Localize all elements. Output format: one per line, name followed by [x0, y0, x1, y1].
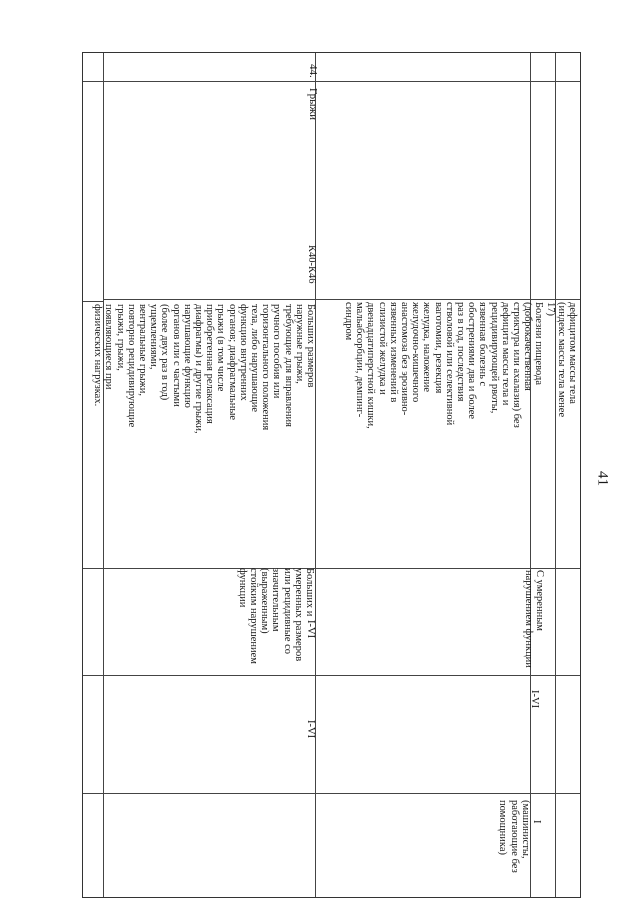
column-border: [103, 53, 104, 897]
row-44-groups: I-VI: [305, 620, 316, 639]
text-line: появляющиеся при: [103, 304, 115, 390]
text-line: двенадцатиперстной кишки,: [365, 302, 377, 429]
text-line: повторно рецидивирующие: [125, 304, 137, 428]
text-line: или рецидивные со: [281, 568, 293, 655]
text-line: желудочно-кишечного: [410, 302, 422, 403]
text-line: язвенных изменений в: [387, 302, 399, 403]
column-border: [555, 53, 556, 897]
prev-row-groups: I-VI: [529, 690, 540, 709]
regulation-table: [82, 52, 581, 898]
disease-name: Грыжи: [307, 88, 319, 121]
text-line: слизистой желудка и: [376, 302, 388, 395]
page-number: 41: [594, 471, 611, 486]
text-line: (доброкачественная: [522, 302, 534, 391]
text-line: дефицитом массы тела: [567, 302, 578, 404]
text-line: Больших размеров: [305, 304, 316, 388]
text-line: помощника): [497, 800, 509, 855]
text-line: приобретенная релаксация: [204, 304, 216, 424]
text-line: значительным: [270, 568, 282, 632]
text-line: стволовой или селективной: [443, 302, 455, 426]
row-44-description: [92, 304, 316, 434]
row-border: [103, 299, 580, 300]
text-line: (более двух раз в год): [159, 304, 171, 401]
text-line: дефицита массы тела и: [499, 302, 511, 406]
prev-row-limitation: [497, 800, 542, 873]
text-line: ручного пособия или: [271, 304, 283, 399]
text-line: обострениями два и более: [466, 302, 478, 420]
text-line: диафрагмы) и другие грыжи,: [192, 304, 204, 434]
row-44-limitation: I-VI: [305, 720, 316, 739]
prev-row-function-status: [523, 570, 545, 668]
text-line: С умеренным: [534, 570, 545, 631]
text-line: вентральные грыжи,: [136, 304, 148, 396]
text-line: (выраженным): [259, 568, 271, 634]
text-line: I: [531, 820, 542, 824]
text-line: рецидивирующей рвоты,: [488, 302, 500, 414]
text-line: физических нагрузках.: [92, 304, 104, 407]
row-44-function-status: [237, 568, 315, 664]
text-line: органов; диафрагмальные: [226, 304, 238, 421]
text-line: Болезни пищевода: [533, 302, 545, 386]
icd-code: К40-К46: [306, 245, 317, 284]
row-border: [83, 81, 580, 82]
row-border: [83, 675, 580, 676]
text-line: грыжи (в том числе: [215, 304, 227, 392]
row-border: [83, 793, 580, 794]
text-line: Больших и: [304, 568, 315, 617]
text-line: нарушением функции: [522, 570, 534, 668]
text-line: ущемлениями,: [148, 304, 160, 370]
row-border: [83, 568, 580, 569]
text-line: органов или с частыми: [170, 304, 182, 407]
text-line: наружные грыжи,: [293, 304, 305, 384]
text-line: раз в год, последствия: [454, 302, 466, 402]
text-line: ваготомии, резекция: [432, 302, 444, 394]
text-line: умеренных размеров: [292, 568, 304, 662]
text-line: требующие для вправления: [282, 304, 294, 427]
text-line: грыжи, грыжи,: [114, 304, 126, 371]
text-line: функции: [236, 568, 248, 608]
column-border: [530, 53, 531, 897]
text-line: (машинисты,: [519, 800, 531, 859]
text-line: тела, либо нарушающие: [248, 304, 260, 413]
text-line: нарушающие функцию: [181, 304, 193, 408]
row-number: 44.: [307, 64, 319, 78]
text-line: 17): [544, 302, 556, 316]
text-line: стриктура или ахалазия) без: [510, 302, 522, 428]
text-line: стойким нарушением: [247, 568, 259, 664]
text-line: (индекс массы тела менее: [555, 302, 567, 418]
text-line: горизонтального положения: [260, 304, 272, 431]
row-border: [83, 301, 103, 302]
prev-row-description: [343, 302, 578, 429]
column-border: [315, 53, 316, 897]
text-line: функцию внутренних: [237, 304, 249, 401]
text-line: мальабсорбции, демпинг-: [354, 302, 366, 418]
text-line: язвенная болезнь с: [477, 302, 489, 387]
text-line: анастомоза без эрозивно-: [398, 302, 410, 416]
text-line: желудка, наложение: [421, 302, 433, 393]
text-line: работающие без: [508, 800, 520, 873]
text-line: синдром: [342, 302, 354, 341]
